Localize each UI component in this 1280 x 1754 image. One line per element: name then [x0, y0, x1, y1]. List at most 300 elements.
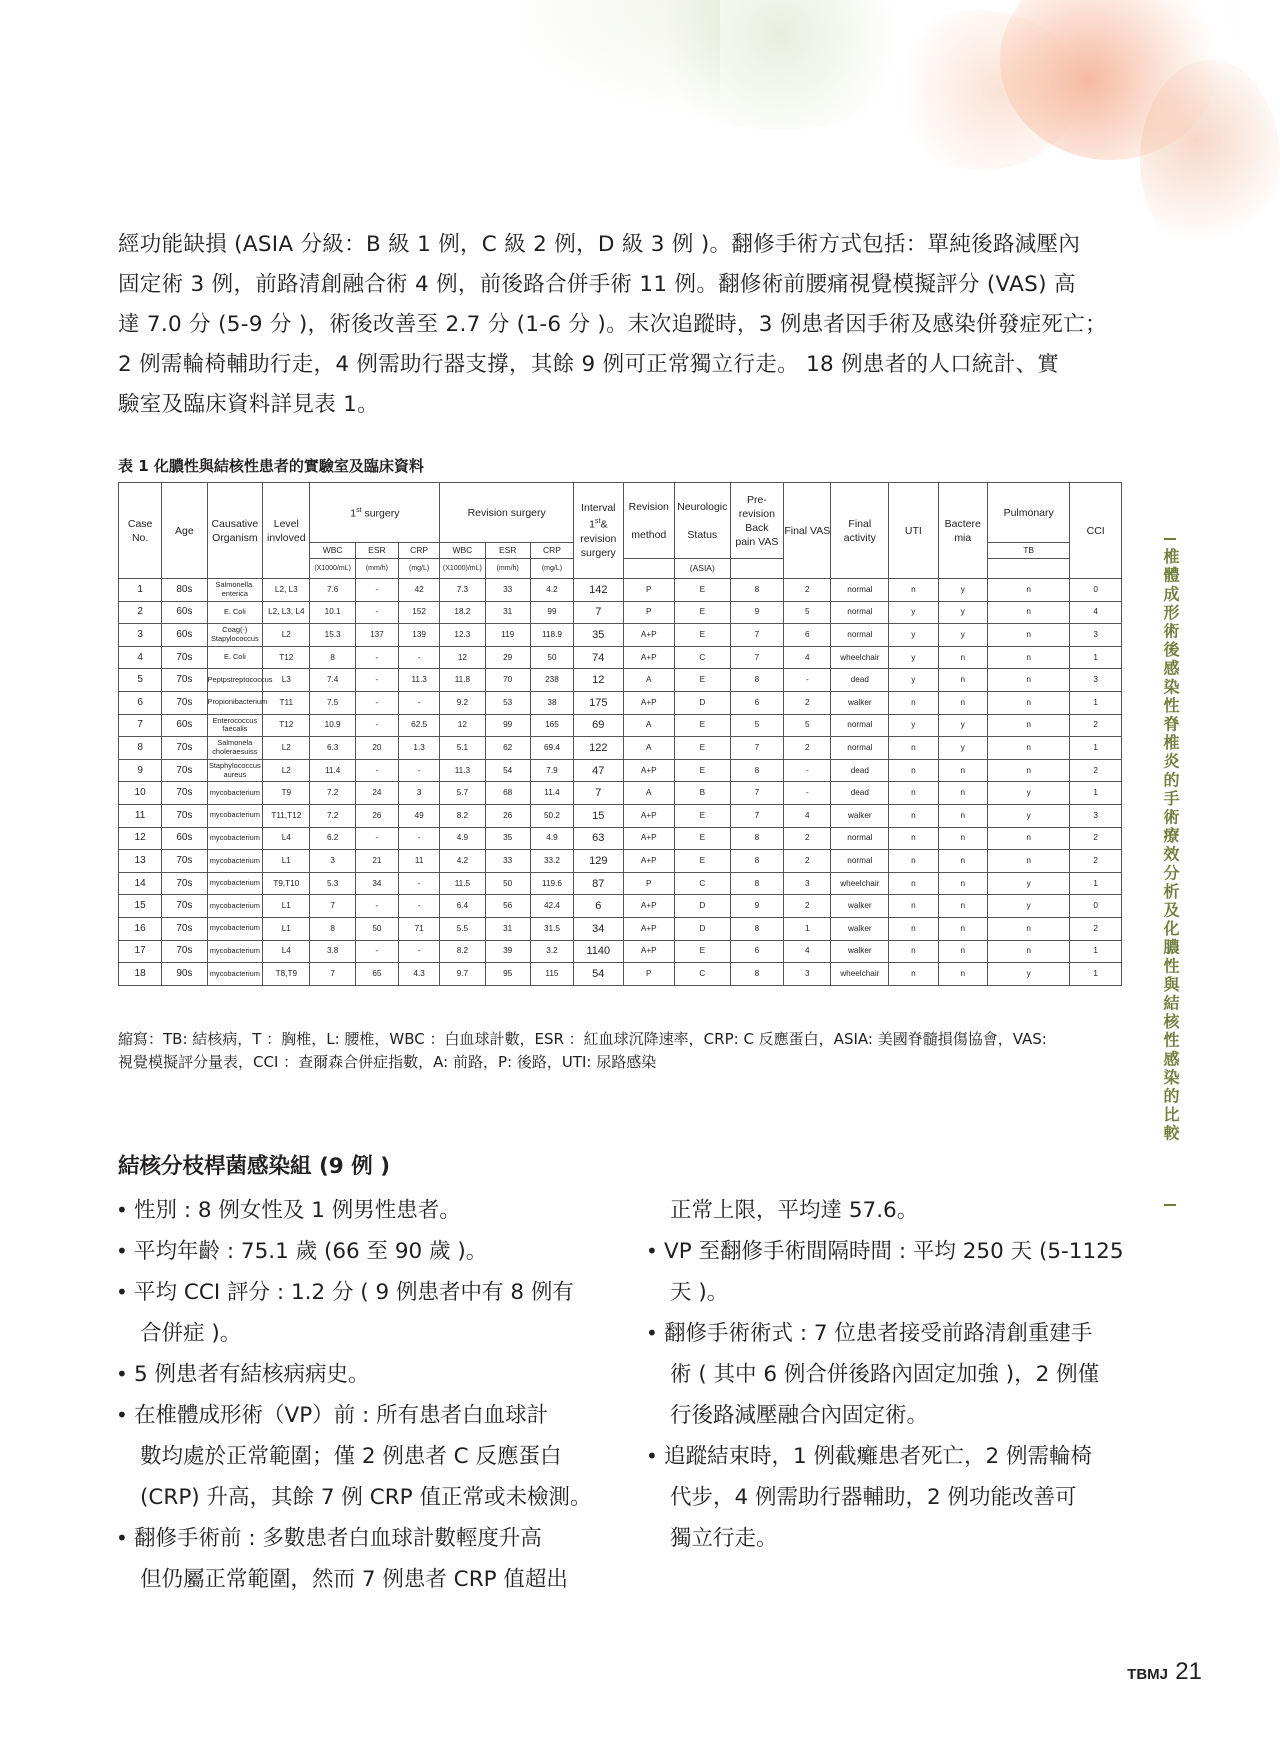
abbrev-line: 視覺模擬評分量表，CCI ：查爾森合併症指數，A: 前路，P: 後路，UTI: 尿路感染	[118, 1053, 657, 1071]
cell-crp-rev: 38	[530, 691, 573, 714]
cell-level: T9	[263, 782, 310, 805]
table-row	[119, 579, 1122, 602]
cell-prerevision-vas: 8	[730, 850, 784, 873]
table-row	[119, 872, 1122, 895]
cell-neurologic-status: C	[675, 872, 731, 895]
cell-esr-1st: -	[355, 646, 398, 669]
cell-final-vas: 1	[784, 917, 831, 940]
cell-bacteremia: n	[938, 646, 987, 669]
cell-case-no: 6	[119, 691, 162, 714]
cell-esr-1st: -	[355, 601, 398, 624]
cell-bacteremia: n	[938, 872, 987, 895]
cell-esr-rev: 33	[485, 579, 530, 602]
cell-case-no: 17	[119, 940, 162, 963]
cell-age: 60s	[162, 624, 207, 647]
cell-esr-1st: 137	[355, 624, 398, 647]
cell-esr-rev: 54	[485, 759, 530, 782]
cell-neurologic-status: D	[675, 895, 731, 918]
cell-cci: 0	[1070, 579, 1122, 602]
cell-final-vas: 5	[784, 601, 831, 624]
cell-esr-1st: -	[355, 827, 398, 850]
cell-level: L1	[263, 850, 310, 873]
cell-crp-rev: 99	[530, 601, 573, 624]
bullet-text: (CRP) 升高，其餘 7 例 CRP 值正常或未檢測。	[140, 1485, 592, 1510]
cell-esr-1st: 26	[355, 804, 398, 827]
header-revision-method: Revision method	[623, 483, 674, 559]
cell-crp-1st: -	[399, 827, 440, 850]
cell-prerevision-vas: 8	[730, 827, 784, 850]
cell-pulmonary-tb: n	[987, 827, 1069, 850]
cell-final-vas: 3	[784, 963, 831, 986]
cell-final-vas: 2	[784, 691, 831, 714]
cell-age: 70s	[162, 782, 207, 805]
cell-level: T12	[263, 714, 310, 737]
intro-paragraph	[118, 225, 1122, 425]
cell-age: 70s	[162, 646, 207, 669]
cell-prerevision-vas: 8	[730, 917, 784, 940]
unit-wbc: (X1000/mL)	[310, 559, 355, 579]
cell-wbc-rev: 6.4	[440, 895, 485, 918]
cell-pulmonary-tb: n	[987, 601, 1069, 624]
cell-interval: 7	[574, 601, 623, 624]
cell-esr-1st: -	[355, 895, 398, 918]
table-row	[119, 963, 1122, 986]
cell-uti: n	[889, 737, 938, 760]
cell-age: 70s	[162, 691, 207, 714]
side-running-title: 椎體成形術後感染性脊椎炎的手術療效分析及化膿性與結核性感染的比較	[1161, 548, 1180, 1144]
table-row	[119, 827, 1122, 850]
intro-line: 固定術 3 例，前路清創融合術 4 例，前後路合併手術 11 例。翻修術前腰痛視覺模擬評分 (VAS) 高	[118, 272, 1076, 297]
header-interval-line: surgery	[580, 546, 616, 559]
bullet-dot-icon: •	[116, 1362, 128, 1386]
cell-pulmonary-tb: n	[987, 669, 1069, 692]
cell-wbc-rev: 11.8	[440, 669, 485, 692]
cell-prerevision-vas: 9	[730, 601, 784, 624]
cell-pulmonary-tb: n	[987, 714, 1069, 737]
cell-interval: 1140	[574, 940, 623, 963]
section-heading: 結核分枝桿菌感染組 (9 例 )	[118, 1154, 391, 1179]
cell-bacteremia: n	[938, 669, 987, 692]
cell-neurologic-status: E	[675, 827, 731, 850]
cell-crp-1st: -	[399, 759, 440, 782]
cell-wbc-rev: 11.5	[440, 872, 485, 895]
cell-case-no: 7	[119, 714, 162, 737]
cell-final-activity: dead	[831, 669, 889, 692]
cell-esr-1st: 50	[355, 917, 398, 940]
cell-bacteremia: y	[938, 579, 987, 602]
cell-esr-1st: 34	[355, 872, 398, 895]
cell-revision-method: P	[623, 872, 674, 895]
cell-final-activity: normal	[831, 737, 889, 760]
cell-level: L4	[263, 827, 310, 850]
cell-bacteremia: n	[938, 691, 987, 714]
cell-crp-rev: 11.4	[530, 782, 573, 805]
bullet-text: 追蹤結束時，1 例截癱患者死亡，2 例需輪椅	[664, 1444, 1093, 1469]
cell-crp-1st: 4.3	[399, 963, 440, 986]
bullet-continuation	[644, 1395, 1124, 1436]
table-caption: 表 1 化膿性與結核性患者的實驗室及臨床資料	[118, 457, 424, 475]
cell-pulmonary-tb: n	[987, 646, 1069, 669]
cell-wbc-rev: 7.3	[440, 579, 485, 602]
bullet-item	[114, 1272, 614, 1313]
cell-revision-method: A	[623, 737, 674, 760]
cell-prerevision-vas: 8	[730, 963, 784, 986]
cell-final-activity: normal	[831, 827, 889, 850]
cell-revision-method: A	[623, 782, 674, 805]
cell-prerevision-vas: 6	[730, 940, 784, 963]
cell-crp-rev: 165	[530, 714, 573, 737]
cell-age: 70s	[162, 917, 207, 940]
header-final-vas: Final VAS	[784, 483, 831, 579]
cell-pulmonary-tb: y	[987, 963, 1069, 986]
header-wbc: WBC	[310, 543, 355, 559]
table-row	[119, 804, 1122, 827]
cell-crp-rev: 7.9	[530, 759, 573, 782]
cell-neurologic-status: E	[675, 940, 731, 963]
cell-pulmonary-tb: n	[987, 917, 1069, 940]
bullet-text: 獨立行走。	[670, 1526, 778, 1551]
cell-esr-rev: 31	[485, 917, 530, 940]
cell-bacteremia: n	[938, 940, 987, 963]
cell-wbc-rev: 4.9	[440, 827, 485, 850]
cell-prerevision-vas: 7	[730, 782, 784, 805]
cell-interval: 63	[574, 827, 623, 850]
cell-revision-method: P	[623, 601, 674, 624]
table-row	[119, 895, 1122, 918]
cell-case-no: 8	[119, 737, 162, 760]
cell-level: T12	[263, 646, 310, 669]
cell-pulmonary-tb: y	[987, 804, 1069, 827]
cell-uti: y	[889, 714, 938, 737]
cell-pulmonary-tb: n	[987, 579, 1069, 602]
cell-esr-rev: 50	[485, 872, 530, 895]
cell-crp-1st: -	[399, 940, 440, 963]
cell-revision-method: A+P	[623, 624, 674, 647]
cell-wbc-rev: 4.2	[440, 850, 485, 873]
cell-interval: 47	[574, 759, 623, 782]
header-final-activity: Final activity	[831, 483, 889, 579]
cell-wbc-rev: 12	[440, 646, 485, 669]
cell-revision-method: A+P	[623, 646, 674, 669]
cell-revision-method: A	[623, 714, 674, 737]
cell-bacteremia: n	[938, 895, 987, 918]
cell-uti: n	[889, 917, 938, 940]
patient-data-table	[118, 482, 1122, 986]
header-interval-line: 1st&	[589, 518, 608, 531]
cell-pulmonary-tb: n	[987, 737, 1069, 760]
cell-cci: 2	[1070, 759, 1122, 782]
cell-final-vas: 4	[784, 804, 831, 827]
cell-neurologic-status: E	[675, 624, 731, 647]
header-age: Age	[162, 483, 207, 579]
cell-wbc-1st: 10.9	[310, 714, 355, 737]
page-number: 21	[1175, 1658, 1202, 1685]
cell-revision-method: P	[623, 963, 674, 986]
cell-age: 70s	[162, 940, 207, 963]
cell-cci: 1	[1070, 691, 1122, 714]
header-crp: CRP	[399, 543, 440, 559]
cell-bacteremia: y	[938, 714, 987, 737]
cell-final-activity: normal	[831, 579, 889, 602]
bullet-continuation	[114, 1436, 614, 1477]
cell-revision-method: A+P	[623, 895, 674, 918]
cell-crp-1st: 11	[399, 850, 440, 873]
unit-vas-blank	[730, 559, 784, 579]
bullet-text: 代步，4 例需助行器輔助，2 例功能改善可	[670, 1485, 1077, 1510]
cell-organism: mycobacterium	[207, 850, 263, 873]
cell-case-no: 10	[119, 782, 162, 805]
cell-case-no: 14	[119, 872, 162, 895]
cell-neurologic-status: D	[675, 691, 731, 714]
header-organism: Causative Organism	[207, 483, 263, 579]
cell-esr-rev: 53	[485, 691, 530, 714]
cell-neurologic-status: E	[675, 579, 731, 602]
cell-crp-rev: 33.2	[530, 850, 573, 873]
bullet-item	[644, 1231, 1124, 1272]
bullet-continuation	[114, 1559, 614, 1600]
cell-neurologic-status: E	[675, 714, 731, 737]
cell-organism: Salmonela choleraesuiss	[207, 737, 263, 760]
cell-esr-rev: 56	[485, 895, 530, 918]
cell-interval: 122	[574, 737, 623, 760]
cell-level: L2	[263, 624, 310, 647]
cell-cci: 1	[1070, 940, 1122, 963]
cell-crp-rev: 50	[530, 646, 573, 669]
cell-interval: 35	[574, 624, 623, 647]
cell-cci: 3	[1070, 624, 1122, 647]
cell-esr-1st: -	[355, 691, 398, 714]
cell-wbc-rev: 9.2	[440, 691, 485, 714]
bullet-dot-icon: •	[116, 1526, 128, 1550]
table-row	[119, 940, 1122, 963]
cell-revision-method: A+P	[623, 917, 674, 940]
header-prerevision-vas: Pre- revision Back pain VAS	[730, 483, 784, 559]
unit-crp: (mg/L)	[399, 559, 440, 579]
cell-crp-1st: 49	[399, 804, 440, 827]
cell-final-activity: wheelchair	[831, 646, 889, 669]
bullet-dot-icon: •	[646, 1239, 658, 1263]
cell-case-no: 9	[119, 759, 162, 782]
cell-prerevision-vas: 9	[730, 895, 784, 918]
cell-final-activity: walker	[831, 917, 889, 940]
header-neurologic-status: Neurologic Status	[675, 483, 731, 559]
header-uti: UTI	[889, 483, 938, 579]
side-title-dash	[1164, 538, 1176, 540]
unit-esr: (mm/h)	[355, 559, 398, 579]
cell-final-vas: 2	[784, 895, 831, 918]
bullet-text: 翻修手術前 : 多數患者白血球計數輕度升高	[134, 1526, 542, 1551]
cell-cci: 1	[1070, 782, 1122, 805]
cell-esr-rev: 68	[485, 782, 530, 805]
cell-wbc-rev: 8.2	[440, 940, 485, 963]
cell-wbc-1st: 8	[310, 646, 355, 669]
cell-cci: 1	[1070, 737, 1122, 760]
header-case-no: Case No.	[119, 483, 162, 579]
cell-final-vas: -	[784, 782, 831, 805]
cell-neurologic-status: E	[675, 804, 731, 827]
cell-final-vas: 2	[784, 737, 831, 760]
cell-cci: 2	[1070, 917, 1122, 940]
cell-organism: mycobacterium	[207, 963, 263, 986]
cell-revision-method: A+P	[623, 759, 674, 782]
bullet-dot-icon: •	[646, 1444, 658, 1468]
cell-wbc-1st: 7.5	[310, 691, 355, 714]
cell-age: 90s	[162, 963, 207, 986]
cell-wbc-1st: 7	[310, 963, 355, 986]
cell-wbc-rev: 9.7	[440, 963, 485, 986]
bullet-text: 平均年齡 : 75.1 歲 (66 至 90 歲 )。	[134, 1239, 488, 1264]
cell-wbc-1st: 10.1	[310, 601, 355, 624]
cell-case-no: 12	[119, 827, 162, 850]
cell-case-no: 13	[119, 850, 162, 873]
cell-interval: 7	[574, 782, 623, 805]
cell-organism: E. Coli	[207, 646, 263, 669]
bullet-text: 在椎體成形術（VP）前 : 所有患者白血球計	[134, 1403, 549, 1428]
cell-cci: 1	[1070, 872, 1122, 895]
cell-uti: n	[889, 895, 938, 918]
cell-neurologic-status: E	[675, 850, 731, 873]
cell-wbc-rev: 8.2	[440, 804, 485, 827]
cell-case-no: 4	[119, 646, 162, 669]
header-interval-line: revision	[580, 532, 617, 545]
cell-wbc-1st: 6.2	[310, 827, 355, 850]
cell-organism: E. Coli	[207, 601, 263, 624]
cell-esr-1st: 21	[355, 850, 398, 873]
table-row	[119, 917, 1122, 940]
cell-interval: 74	[574, 646, 623, 669]
cell-final-activity: walker	[831, 940, 889, 963]
cell-organism: mycobacterium	[207, 895, 263, 918]
cell-esr-rev: 70	[485, 669, 530, 692]
cell-esr-1st: -	[355, 759, 398, 782]
cell-interval: 15	[574, 804, 623, 827]
cell-esr-rev: 31	[485, 601, 530, 624]
cell-age: 70s	[162, 737, 207, 760]
cell-interval: 69	[574, 714, 623, 737]
cell-pulmonary-tb: n	[987, 691, 1069, 714]
cell-organism: mycobacterium	[207, 827, 263, 850]
cell-final-vas: 6	[784, 624, 831, 647]
cell-level: L2, L3	[263, 579, 310, 602]
cell-organism: mycobacterium	[207, 872, 263, 895]
cell-uti: y	[889, 646, 938, 669]
cell-organism: mycobacterium	[207, 940, 263, 963]
cell-bacteremia: n	[938, 804, 987, 827]
cell-crp-1st: 3	[399, 782, 440, 805]
cell-final-vas: 3	[784, 872, 831, 895]
journal-brand: TBMJ	[1127, 1666, 1168, 1683]
cell-prerevision-vas: 8	[730, 669, 784, 692]
cell-wbc-rev: 12.3	[440, 624, 485, 647]
cell-level: L1	[263, 895, 310, 918]
cell-level: L3	[263, 669, 310, 692]
header-revision-surgery: Revision surgery	[440, 483, 574, 543]
cell-case-no: 3	[119, 624, 162, 647]
cell-revision-method: A+P	[623, 827, 674, 850]
header-esr: ESR	[485, 543, 530, 559]
cell-wbc-1st: 11.4	[310, 759, 355, 782]
cell-bacteremia: n	[938, 917, 987, 940]
cell-final-vas: -	[784, 759, 831, 782]
cell-wbc-rev: 5.7	[440, 782, 485, 805]
cell-final-vas: 2	[784, 579, 831, 602]
cell-cci: 4	[1070, 601, 1122, 624]
cell-level: T8,T9	[263, 963, 310, 986]
cell-organism: Propionibacterium	[207, 691, 263, 714]
cell-wbc-1st: 7.6	[310, 579, 355, 602]
cell-revision-method: A+P	[623, 850, 674, 873]
cell-wbc-1st: 5.3	[310, 872, 355, 895]
cell-wbc-rev: 18.2	[440, 601, 485, 624]
cell-organism: Staphylococcus aureus	[207, 759, 263, 782]
cell-uti: y	[889, 669, 938, 692]
cell-organism: Enterococcus faecalis	[207, 714, 263, 737]
cell-esr-1st: 65	[355, 963, 398, 986]
cell-final-activity: walker	[831, 691, 889, 714]
cell-crp-rev: 119.6	[530, 872, 573, 895]
cell-age: 70s	[162, 850, 207, 873]
cell-prerevision-vas: 5	[730, 714, 784, 737]
intro-line: 2 例需輪椅輔助行走，4 例需助行器支撐，其餘 9 例可正常獨立行走。 18 例患者的人口統計、實	[118, 352, 1060, 377]
cell-age: 70s	[162, 872, 207, 895]
cell-bacteremia: y	[938, 601, 987, 624]
cell-wbc-1st: 7.2	[310, 782, 355, 805]
cell-crp-1st: 139	[399, 624, 440, 647]
cell-final-activity: walker	[831, 895, 889, 918]
cell-level: T9,T10	[263, 872, 310, 895]
cell-final-activity: dead	[831, 759, 889, 782]
bullet-dot-icon: •	[116, 1403, 128, 1427]
header-crp: CRP	[530, 543, 573, 559]
cell-organism: mycobacterium	[207, 804, 263, 827]
cell-wbc-1st: 6.3	[310, 737, 355, 760]
cell-uti: y	[889, 601, 938, 624]
cell-prerevision-vas: 7	[730, 646, 784, 669]
cell-final-vas: 4	[784, 940, 831, 963]
table-row	[119, 691, 1122, 714]
cell-neurologic-status: E	[675, 601, 731, 624]
cell-uti: y	[889, 624, 938, 647]
bullet-text: 平均 CCI 評分 : 1.2 分 ( 9 例患者中有 8 例有	[134, 1280, 574, 1305]
header-level: Level invloved	[263, 483, 310, 579]
unit-revision-method-blank	[623, 559, 674, 579]
intro-line: 達 7.0 分 (5-9 分 )，術後改善至 2.7 分 (1-6 分 )。末次追蹤時，3 例患者因手術及感染併發症死亡；	[118, 312, 1107, 337]
bullet-continuation	[644, 1190, 1124, 1231]
cell-crp-1st: 62.5	[399, 714, 440, 737]
cell-final-activity: wheelchair	[831, 872, 889, 895]
header-first-surgery-num: 1	[350, 507, 357, 520]
cell-interval: 34	[574, 917, 623, 940]
right-column	[644, 1190, 1124, 1559]
cell-prerevision-vas: 7	[730, 804, 784, 827]
cell-uti: n	[889, 579, 938, 602]
cell-crp-1st: 1.3	[399, 737, 440, 760]
cell-wbc-rev: 12	[440, 714, 485, 737]
cell-case-no: 15	[119, 895, 162, 918]
bullet-text: 行後路減壓融合內固定術。	[670, 1403, 929, 1428]
cell-age: 70s	[162, 669, 207, 692]
cell-case-no: 11	[119, 804, 162, 827]
bullet-dot-icon: •	[116, 1280, 128, 1304]
cell-crp-rev: 115	[530, 963, 573, 986]
header-wbc: WBC	[440, 543, 485, 559]
cell-pulmonary-tb: y	[987, 872, 1069, 895]
cell-interval: 12	[574, 669, 623, 692]
cell-cci: 3	[1070, 804, 1122, 827]
bullet-item	[114, 1354, 614, 1395]
cell-final-activity: dead	[831, 782, 889, 805]
cell-esr-rev: 119	[485, 624, 530, 647]
